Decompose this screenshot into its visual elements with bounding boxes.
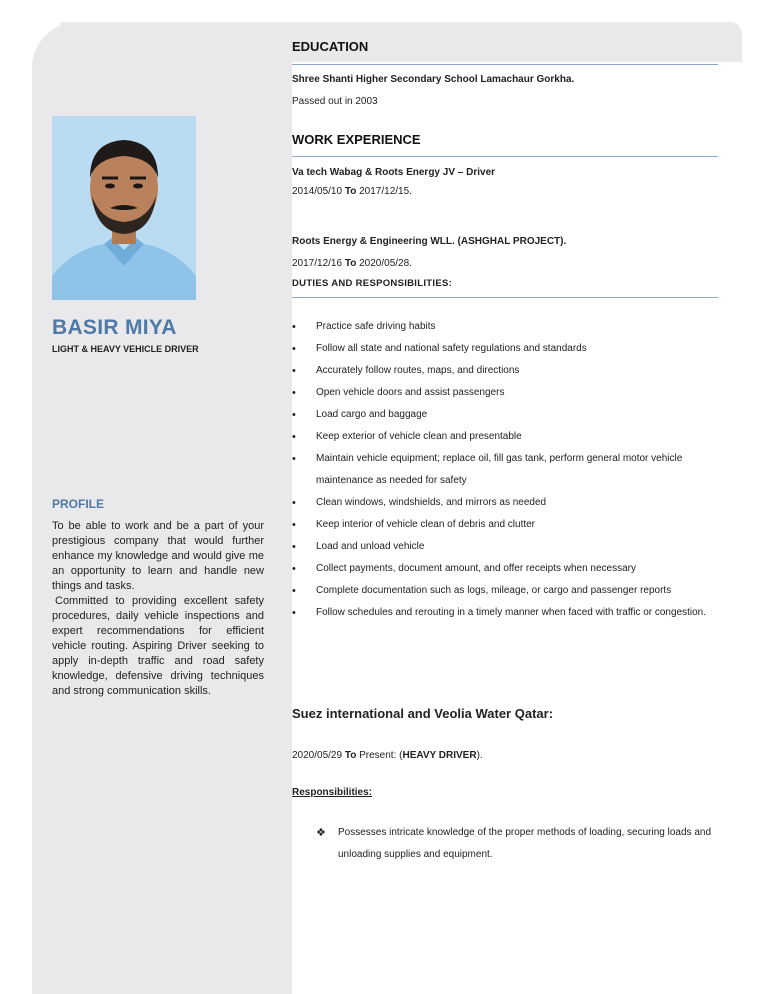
work-heading: WORK EXPERIENCE [292,132,421,147]
job3-to-word: To [344,750,357,761]
duty-item: • Clean windows, windshields, and mirrors as needed [292,492,722,514]
job2-to: 2020/05/28. [359,258,412,269]
duty-item: • Complete documentation such as logs, mileage, or cargo and passenger reports [292,580,722,602]
duty-item: • Keep exterior of vehicle clean and presentable [292,426,722,448]
duty-item: • Load cargo and baggage [292,404,722,426]
profile-paragraph-2: Committed to providing excellent safety procedures, daily vehicle inspections and expert recommendations for efficient vehicle routing. Aspiring Driver seeking to apply in-depth traffic and road safety knowledge, defensive driving techniques and strong communication skills. [52,595,264,697]
diamond-bullet-icon: ❖ [316,827,326,839]
duty-item: • Follow schedules and rerouting in a timely manner when faced with traffic or congestion. [292,602,722,624]
duty-item: • Keep interior of vehicle clean of debris and clutter [292,514,722,536]
responsibilities-list [316,822,716,866]
job2-dates [292,258,412,269]
job1-name: Va tech Wabag & Roots Energy JV – Driver [292,167,496,178]
candidate-name: BASIR MIYA [52,316,177,339]
job2-name: Roots Energy & Engineering WLL. (ASHGHAL PROJECT). [292,236,567,247]
education-heading: EDUCATION [292,39,369,54]
work-divider [292,156,718,157]
profile-photo [52,116,196,300]
education-passed: Passed out in 2003 [292,96,378,107]
job1-dates [292,186,412,197]
header-band [60,22,742,62]
duty-item: • Follow all state and national safety regulations and standards [292,338,722,360]
job3-name: Suez international and Veolia Water Qatar: [292,706,554,721]
job3-from: 2020/05/29 [292,750,343,761]
education-divider [292,64,718,65]
duty-item: • Accurately follow routes, maps, and directions [292,360,722,382]
duty-item: • Collect payments, document amount, and offer receipts when necessary [292,558,722,580]
responsibilities-heading: Responsibilities: [292,787,373,798]
responsibility-text: Possesses intricate knowledge of the proper methods of loading, securing loads and unloading supplies and equipment. [338,827,712,860]
duty-item: • Open vehicle doors and assist passengers [292,382,722,404]
job3-present: Present: ( [359,750,403,761]
education-school: Shree Shanti Higher Secondary School Lamachaur Gorkha. [292,74,575,85]
candidate-role: LIGHT & HEAVY VEHICLE DRIVER [52,344,199,354]
duty-item: • Maintain vehicle equipment; replace oil, fill gas tank, perform general motor vehicle maintenance as needed for safety [292,448,722,492]
duty-item: • Load and unload vehicle [292,536,722,558]
responsibility-item [316,822,716,866]
duties-divider [292,297,718,298]
job1-from: 2014/05/10 [292,186,343,197]
job3-dates [292,750,483,761]
duties-list [292,316,722,624]
job2-from: 2017/12/16 [292,258,343,269]
duty-item: • Practice safe driving habits [292,316,722,338]
profile-paragraph-1: To be able to work and be a part of your prestigious company that would further enhance my knowledge and would give me an opportunity to learn and handle new things and tasks. [52,520,264,592]
profile-summary [52,519,264,699]
profile-heading: PROFILE [52,497,105,511]
job3-close: ). [476,750,483,761]
job3-role: HEAVY DRIVER [402,750,477,761]
job1-to: 2017/12/15. [359,186,412,197]
job2-to-word: To [344,258,357,269]
duties-heading: DUTIES AND RESPONSIBILITIES: [292,278,453,289]
job1-to-word: To [344,186,357,197]
